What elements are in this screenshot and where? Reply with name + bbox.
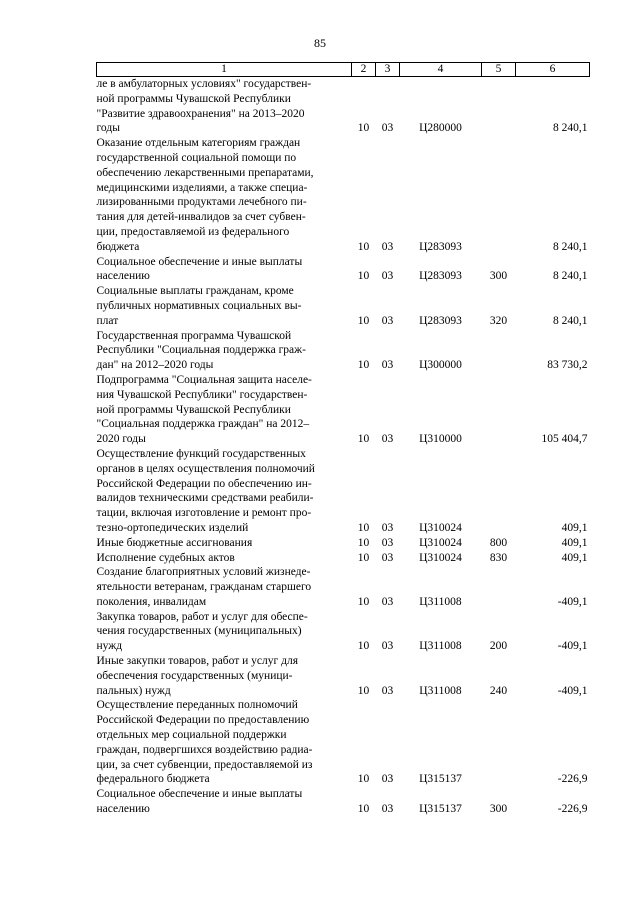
- row-section-code: 10: [357, 536, 370, 549]
- description-line: ятельности ветеранам, гражданам старшего: [96, 581, 312, 594]
- description-line: отдельных мер социальной поддержки: [96, 729, 287, 742]
- table-row: [97, 610, 590, 654]
- description-line: пальных) нужд: [96, 684, 171, 697]
- description-line: Создание благоприятных условий жизнеде-: [96, 566, 311, 579]
- row-description: [97, 77, 352, 137]
- description-line: публичных нормативных социальных вы-: [96, 299, 302, 312]
- row-expense-type-code: [482, 329, 516, 373]
- row-description: [97, 551, 352, 566]
- row-expense-type-code: [482, 447, 516, 536]
- description-line: поколения, инвалидам: [96, 595, 207, 608]
- description-line: дан" на 2012–2020 годы: [96, 359, 214, 372]
- column-header-4: 4: [400, 63, 482, 77]
- row-expense-type-code: 240: [489, 684, 508, 697]
- row-section-code: 10: [357, 773, 370, 786]
- description-line: чения государственных (муниципальных): [96, 625, 302, 638]
- row-target-article-code: Ц310024: [419, 521, 462, 534]
- row-target-article-code: Ц283093: [419, 240, 462, 253]
- row-section-code: 10: [357, 684, 370, 697]
- row-amount: -409,1: [557, 684, 588, 697]
- row-subsection-code: 03: [381, 433, 394, 446]
- row-description: [97, 698, 352, 787]
- description-line: Республики "Социальная поддержка граж-: [96, 344, 306, 357]
- row-expense-type-code: [482, 136, 516, 254]
- table-row: [97, 787, 590, 817]
- row-target-article-code: Ц311008: [419, 640, 462, 653]
- row-target-article-code: Ц300000: [419, 359, 462, 372]
- column-header-5: 5: [482, 63, 516, 77]
- description-line: тезно-ортопедических изделий: [96, 521, 249, 534]
- row-section-code: 10: [357, 359, 370, 372]
- row-amount: 8 240,1: [553, 240, 588, 253]
- row-subsection-code: 03: [381, 521, 394, 534]
- row-subsection-code: 03: [381, 773, 394, 786]
- description-line: "Социальная поддержка граждан" на 2012–: [96, 418, 310, 431]
- row-subsection-code: 03: [381, 684, 394, 697]
- row-subsection-code: 03: [381, 803, 394, 816]
- description-line: тации, включая изготовление и ремонт про-: [96, 507, 312, 520]
- row-description: [97, 787, 352, 817]
- row-amount: -226,9: [557, 773, 588, 786]
- description-line: органов в целях осуществления полномочий: [96, 462, 315, 475]
- description-line: 2020 годы: [96, 433, 146, 446]
- description-line: бюджета: [96, 240, 140, 253]
- description-line: лизированными продуктами лечебного пи-: [96, 196, 307, 209]
- description-line: федерального бюджета: [96, 773, 210, 786]
- description-line: ной программы Чувашской Республики: [96, 403, 291, 416]
- row-description: [97, 284, 352, 328]
- description-line: Российской Федерации по обеспечению ин-: [96, 477, 312, 490]
- row-amount: -409,1: [557, 595, 588, 608]
- row-subsection-code: 03: [381, 595, 394, 608]
- description-line: Государственная программа Чувашской: [96, 329, 292, 342]
- row-description: [97, 536, 352, 551]
- row-amount: 8 240,1: [553, 314, 588, 327]
- row-expense-type-code: 300: [489, 270, 508, 283]
- row-description: [97, 255, 352, 285]
- table-row: [97, 255, 590, 285]
- description-line: нужд: [96, 640, 123, 653]
- row-amount: 105 404,7: [541, 433, 588, 446]
- row-target-article-code: Ц310024: [419, 551, 462, 564]
- description-line: Оказание отдельным категориям граждан: [96, 137, 301, 150]
- row-expense-type-code: 300: [489, 803, 508, 816]
- row-description: [97, 373, 352, 447]
- description-line: ции, за счет субвенции, предоставляемой из: [96, 758, 313, 771]
- description-line: населению: [96, 803, 150, 816]
- table-row: [97, 654, 590, 698]
- row-section-code: 10: [357, 551, 370, 564]
- table-row: [97, 551, 590, 566]
- column-header-6: 6: [516, 63, 590, 77]
- row-section-code: 10: [357, 595, 370, 608]
- description-line: тания для детей-инвалидов за счет субвен-: [96, 211, 306, 224]
- row-target-article-code: Ц280000: [419, 122, 462, 135]
- row-target-article-code: Ц311008: [419, 595, 462, 608]
- row-expense-type-code: 830: [489, 551, 508, 564]
- row-expense-type-code: 800: [489, 536, 508, 549]
- row-subsection-code: 03: [381, 240, 394, 253]
- row-amount: 83 730,2: [547, 359, 588, 372]
- description-line: Закупка товаров, работ и услуг для обеспе-: [96, 610, 308, 623]
- description-line: годы: [96, 122, 120, 135]
- table-row: [97, 373, 590, 447]
- column-header-2: 2: [352, 63, 376, 77]
- row-section-code: 10: [357, 122, 370, 135]
- row-expense-type-code: [482, 77, 516, 137]
- description-line: Иные закупки товаров, работ и услуг для: [96, 655, 298, 668]
- row-description: [97, 610, 352, 654]
- description-line: Подпрограмма "Социальная защита населе-: [96, 373, 312, 386]
- table-row: [97, 536, 590, 551]
- table-row: [97, 565, 590, 609]
- budget-table: [96, 62, 590, 817]
- row-description: [97, 136, 352, 254]
- description-line: ции, предоставляемой из федерального: [96, 225, 290, 238]
- row-target-article-code: Ц283093: [419, 270, 462, 283]
- row-section-code: 10: [357, 240, 370, 253]
- description-line: государственной социальной помощи по: [96, 151, 297, 164]
- description-line: Иные бюджетные ассигнования: [96, 536, 253, 549]
- description-line: плат: [96, 314, 119, 327]
- description-line: Социальные выплаты гражданам, кроме: [96, 285, 294, 298]
- row-target-article-code: Ц310000: [419, 433, 462, 446]
- row-description: [97, 565, 352, 609]
- row-expense-type-code: 320: [489, 314, 508, 327]
- row-amount: 409,1: [561, 551, 588, 564]
- table-body: [97, 77, 590, 817]
- description-line: Социальное обеспечение и иные выплаты: [96, 788, 303, 801]
- description-line: "Развитие здравоохранения" на 2013–2020: [96, 107, 305, 120]
- row-expense-type-code: [482, 698, 516, 787]
- column-header-3: 3: [376, 63, 400, 77]
- column-header-1: 1: [97, 63, 352, 77]
- row-subsection-code: 03: [381, 314, 394, 327]
- description-line: граждан, подвергшихся воздействию радиа-: [96, 743, 313, 756]
- row-section-code: 10: [357, 803, 370, 816]
- row-target-article-code: Ц310024: [419, 536, 462, 549]
- row-amount: 8 240,1: [553, 122, 588, 135]
- row-section-code: 10: [357, 521, 370, 534]
- description-line: обеспечения государственных (муници-: [96, 669, 293, 682]
- description-line: медицинскими изделиями, а также специа-: [96, 181, 308, 194]
- description-line: валидов техническими средствами реабили-: [96, 492, 314, 505]
- row-subsection-code: 03: [381, 122, 394, 135]
- table-row: [97, 77, 590, 137]
- table-row: [97, 447, 590, 536]
- row-amount: 8 240,1: [553, 270, 588, 283]
- row-expense-type-code: [482, 373, 516, 447]
- row-amount: 409,1: [561, 521, 588, 534]
- row-target-article-code: Ц311008: [419, 684, 462, 697]
- row-description: [97, 329, 352, 373]
- row-subsection-code: 03: [381, 270, 394, 283]
- table-row: [97, 284, 590, 328]
- row-expense-type-code: 200: [489, 640, 508, 653]
- row-target-article-code: Ц283093: [419, 314, 462, 327]
- row-target-article-code: Ц315137: [419, 803, 462, 816]
- description-line: населению: [96, 270, 150, 283]
- page-number: 85: [314, 36, 326, 50]
- row-section-code: 10: [357, 640, 370, 653]
- row-description: [97, 447, 352, 536]
- row-target-article-code: Ц315137: [419, 773, 462, 786]
- table-row: [97, 698, 590, 787]
- description-line: ния Чувашской Республики" государствен-: [96, 388, 308, 401]
- row-section-code: 10: [357, 314, 370, 327]
- table-header-row: [97, 63, 590, 77]
- description-line: ле в амбулаторных условиях" государствен-: [96, 78, 312, 90]
- row-subsection-code: 03: [381, 640, 394, 653]
- description-line: обеспечению лекарственными препаратами,: [96, 166, 314, 179]
- row-amount: -226,9: [557, 803, 588, 816]
- description-line: Социальное обеспечение и иные выплаты: [96, 255, 303, 268]
- description-line: Осуществление функций государственных: [96, 447, 306, 460]
- row-subsection-code: 03: [381, 536, 394, 549]
- row-amount: 409,1: [561, 536, 588, 549]
- description-line: Российской Федерации по предоставлению: [96, 714, 310, 727]
- description-line: Исполнение судебных актов: [96, 551, 235, 564]
- row-section-code: 10: [357, 270, 370, 283]
- table-row: [97, 329, 590, 373]
- row-expense-type-code: [482, 565, 516, 609]
- table-row: [97, 136, 590, 254]
- description-line: ной программы Чувашской Республики: [96, 92, 291, 105]
- row-description: [97, 654, 352, 698]
- row-subsection-code: 03: [381, 359, 394, 372]
- row-subsection-code: 03: [381, 551, 394, 564]
- description-line: Осуществление переданных полномочий: [96, 699, 298, 712]
- row-amount: -409,1: [557, 640, 588, 653]
- row-section-code: 10: [357, 433, 370, 446]
